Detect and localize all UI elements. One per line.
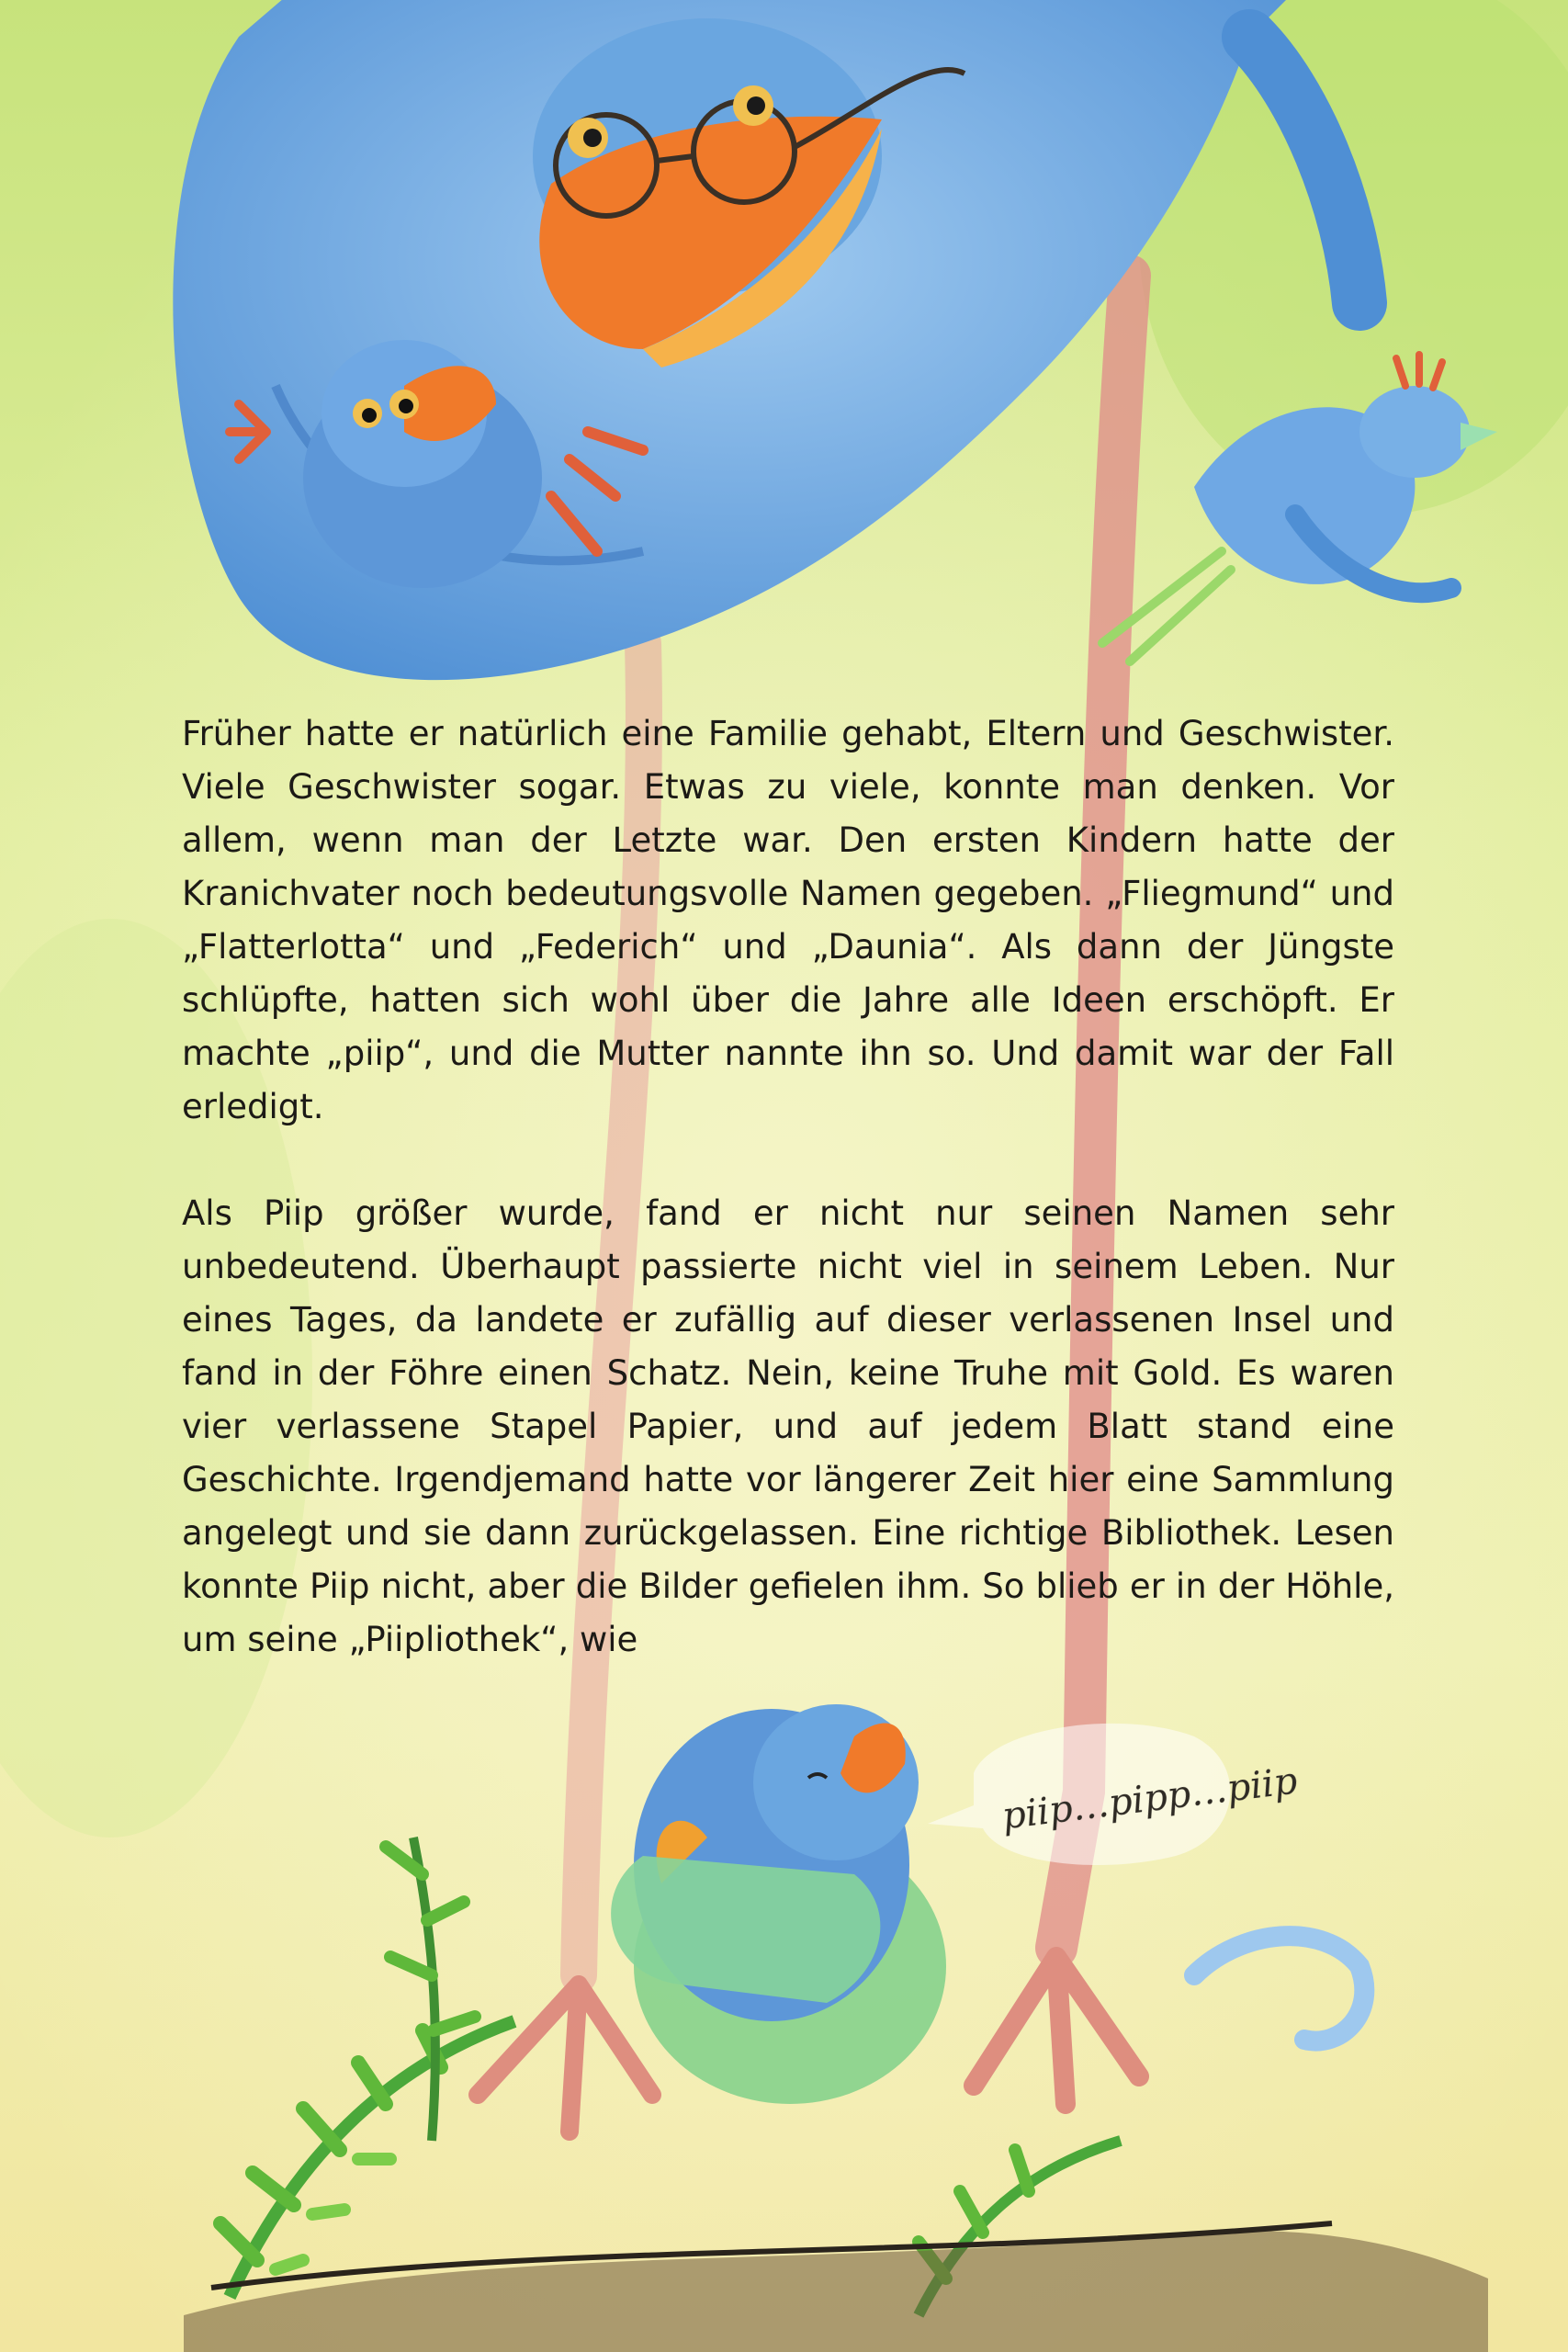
paragraph: Als Piip größer wurde, fand er nicht nur seinen Namen sehr unbedeutend. Überhaupt passierte nicht viel in seinem Leben. Nur eines Tages, da landete er zufällig auf dieser verlassenen Insel und fand in der Föhre einen Schatz. Nein, keine Truhe mit Gold. Es waren vier verlassene Stapel Papier, und auf jedem Blatt stand eine Geschichte. Irgendjemand hatte vor längerer Zeit hier eine Sammlung angelegt und sie dann zurückgelassen. Eine richtige Bibliothek. Lesen konnte Piip nicht, aber die Bilder gefielen ihm. So blieb er in der Höhle, um seine „Piipliothek“, wie: [182, 1193, 1394, 1659]
story-text: [182, 707, 1394, 1667]
paragraph: Früher hatte er natürlich eine Familie gehabt, Eltern und Geschwister. Viele Geschwister sogar. Etwas zu viele, konnte man denken. Vor allem, wenn man der Letzte war. Den ersten Kindern hatte der Kranichvater noch bedeutungsvolle Namen gegeben. „Fliegmund“ und „Flatterlotta“ und „Federich“ und „Daunia“. Als dann der Jüngste schlüpfte, hatten sich wohl über die Jahre alle Ideen erschöpft. Er machte „piip“, und die Mutter nannte ihn so. Und damit war der Fall erledigt.: [182, 714, 1394, 1126]
speech-bubble-text: piip…pipp…piip: [999, 1759, 1300, 1838]
